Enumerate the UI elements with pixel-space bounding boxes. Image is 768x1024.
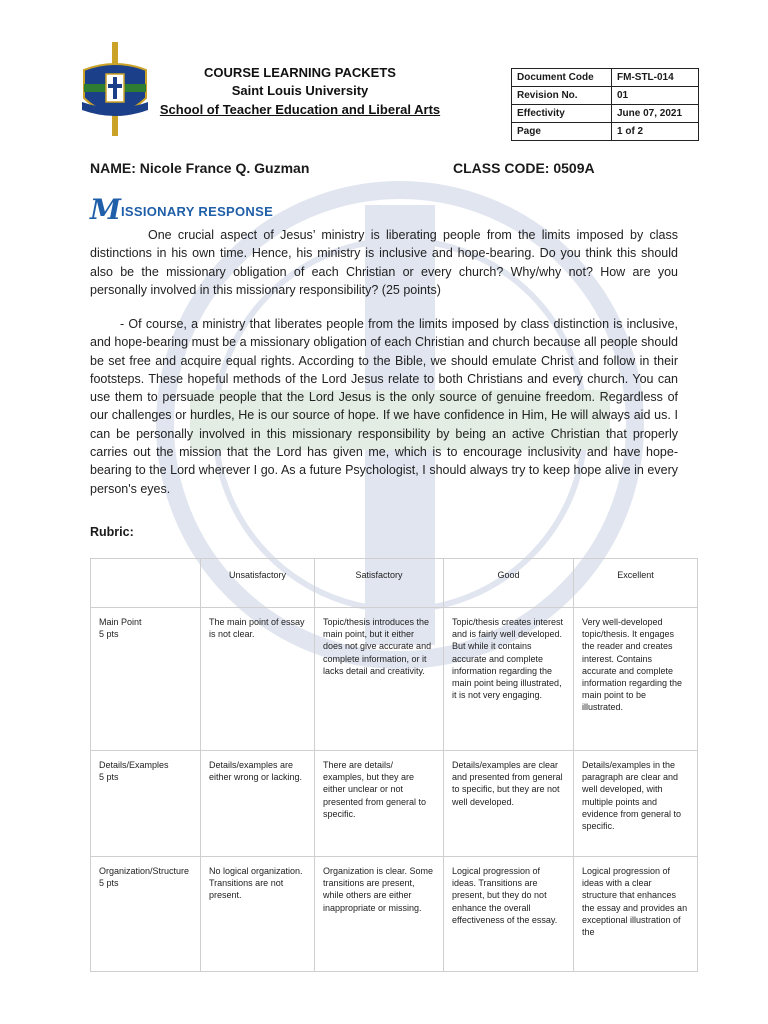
rubric-table xyxy=(90,558,698,972)
rubric-cell: No logical organization. Transitions are not present. xyxy=(201,857,315,972)
rubric-criterion: Organization/Structure xyxy=(99,866,190,876)
doc-info-row xyxy=(512,69,699,87)
rubric-header-row xyxy=(91,559,698,608)
rubric-level-header: Satisfactory xyxy=(315,559,444,608)
doc-info-row xyxy=(512,105,699,123)
document-header xyxy=(140,64,460,120)
doc-info-value: 1 of 2 xyxy=(612,123,699,141)
doc-info-value: 01 xyxy=(612,87,699,105)
rubric-header-empty xyxy=(91,559,201,608)
section-title-rest: ISSIONARY RESPONSE xyxy=(121,204,274,219)
doc-info-label: Revision No. xyxy=(512,87,612,105)
rubric-cell: There are details/ examples, but they are either unclear or not presented from general to specific. xyxy=(315,751,444,857)
rubric-cell: Details/examples are clear and presented from general to specific, but they are not well developed. xyxy=(444,751,574,857)
student-name: NAME: Nicole France Q. Guzman xyxy=(90,160,310,176)
doc-info-label: Effectivity xyxy=(512,105,612,123)
rubric-criterion: Main Point xyxy=(99,617,142,627)
doc-info-row xyxy=(512,87,699,105)
rubric-criterion-cell xyxy=(91,608,201,751)
rubric-level-header: Good xyxy=(444,559,574,608)
doc-info-value: June 07, 2021 xyxy=(612,105,699,123)
rubric-level-header: Unsatisfactory xyxy=(201,559,315,608)
rubric-cell: The main point of essay is not clear. xyxy=(201,608,315,751)
rubric-criterion: Details/Examples xyxy=(99,760,169,770)
rubric-points: 5 pts xyxy=(99,878,119,889)
answer-paragraph: - Of course, a ministry that liberates people from the limits imposed by class distinction is inclusive, and hope-bearing must be a missionary obligation of each Christian and church because all people should be set free and acquire equal rights. According to the Bible, we should emulate Christ and follow in their footsteps. These hopeful methods of the Lord Jesus relate to both Christians and every church. You can use them to persuade people that the Lord Jesus is the only source of genuine freedom. Regardless of our challenges or hurdles, He is our source of hope. If we have confidence in Him, He will always aid us. I can be personally involved in this missionary responsibility by being an active Christian that properly carries out the mission that the Lord has given me, which is to encourage inclusivity and have hope-bearing to the Lord wherever I go. As a future Psychologist, I should always try to keep hope alive in every person's eyes. xyxy=(90,317,678,496)
doc-info-row xyxy=(512,123,699,141)
rubric-cell: Details/examples in the paragraph are clear and well developed, with multiple points and evidence from general to specific. xyxy=(574,751,698,857)
rubric-cell: Topic/thesis introduces the main point, but it either does not give accurate and complete information, or it lacks detail and creativity. xyxy=(315,608,444,751)
header-school-name: School of Teacher Education and Liberal Arts xyxy=(159,102,441,117)
doc-info-value: FM-STL-014 xyxy=(612,69,699,87)
rubric-row xyxy=(91,751,698,857)
section-title-initial: M xyxy=(90,193,121,226)
rubric-cell: Very well-developed topic/thesis. It engages the reader and creates interest. Contains accurate and complete information regarding the main point to be illustrated. xyxy=(574,608,698,751)
rubric-row xyxy=(91,857,698,972)
rubric-criterion-cell xyxy=(91,857,201,972)
document-info-table xyxy=(511,68,699,141)
rubric-points: 5 pts xyxy=(99,629,119,640)
rubric-row xyxy=(91,608,698,751)
section-title xyxy=(90,193,273,226)
doc-info-label: Document Code xyxy=(512,69,612,87)
rubric-cell: Organization is clear. Some transitions are present, while others are either inappropriate or missing. xyxy=(315,857,444,972)
rubric-level-header: Excellent xyxy=(574,559,698,608)
rubric-points: 5 pts xyxy=(99,772,119,783)
rubric-criterion-cell xyxy=(91,751,201,857)
rubric-cell: Topic/thesis creates interest and is fairly well developed. But while it contains accurate and complete information regarding the main point being illustrated, it is not very engaging. xyxy=(444,608,574,751)
header-university-name: Saint Louis University xyxy=(231,83,369,98)
rubric-cell: Details/examples are either wrong or lacking. xyxy=(201,751,315,857)
rubric-label: Rubric: xyxy=(90,525,134,539)
class-code: CLASS CODE: 0509A xyxy=(453,160,595,176)
doc-info-label: Page xyxy=(512,123,612,141)
rubric-cell: Logical progression of ideas. Transitions are present, but they do not enhance the overall effectiveness of the essay. xyxy=(444,857,574,972)
header-packets-title: COURSE LEARNING PACKETS xyxy=(204,65,396,80)
rubric-cell: Logical progression of ideas with a clear structure that enhances the essay and provides an exceptional illustration of the xyxy=(574,857,698,972)
question-paragraph: One crucial aspect of Jesus’ ministry is liberating people from the limits imposed by class distinctions in his own time. Hence, his ministry is inclusive and hope-bearing. Do you think this should also be the missionary obligation of each Christian or every church? Why/why not? How are you personally involved in this missionary responsibility? (25 points) xyxy=(90,228,678,297)
